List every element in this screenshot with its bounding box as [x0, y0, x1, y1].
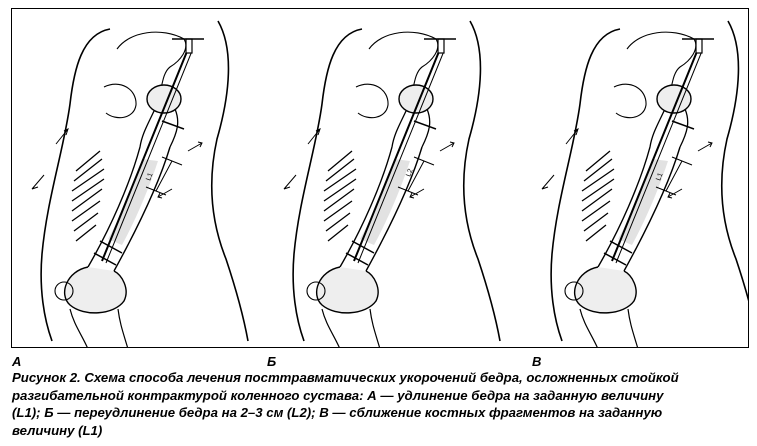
panel-label-b: Б	[267, 354, 277, 369]
panel-label-c: В	[532, 354, 542, 369]
panel-a-drawing	[32, 21, 248, 348]
panel-b-drawing	[284, 21, 500, 348]
figure-illustration	[11, 8, 749, 348]
caption-line: Рисунок 2. Схема способа лечения посттравматических укорочений бедра, осложненных стойкой	[12, 370, 679, 385]
femur-schematics	[12, 9, 749, 348]
measure-label-c: L1	[655, 171, 665, 182]
figure-caption	[12, 369, 747, 439]
panel-c-drawing	[542, 21, 749, 348]
panel-label-a: А	[12, 354, 22, 369]
caption-line: разгибательной контрактурой коленного сустава: А — удлинение бедра на заданную величину	[12, 387, 664, 403]
caption-line: (L1); Б — переудлинение бедра на 2–3 см (L2); В — сближение костных фрагментов на заданную	[12, 405, 663, 421]
measure-label-a: L1	[145, 171, 155, 182]
measure-label-b: L2	[405, 167, 415, 178]
caption-line: величину (L1)	[12, 422, 103, 438]
